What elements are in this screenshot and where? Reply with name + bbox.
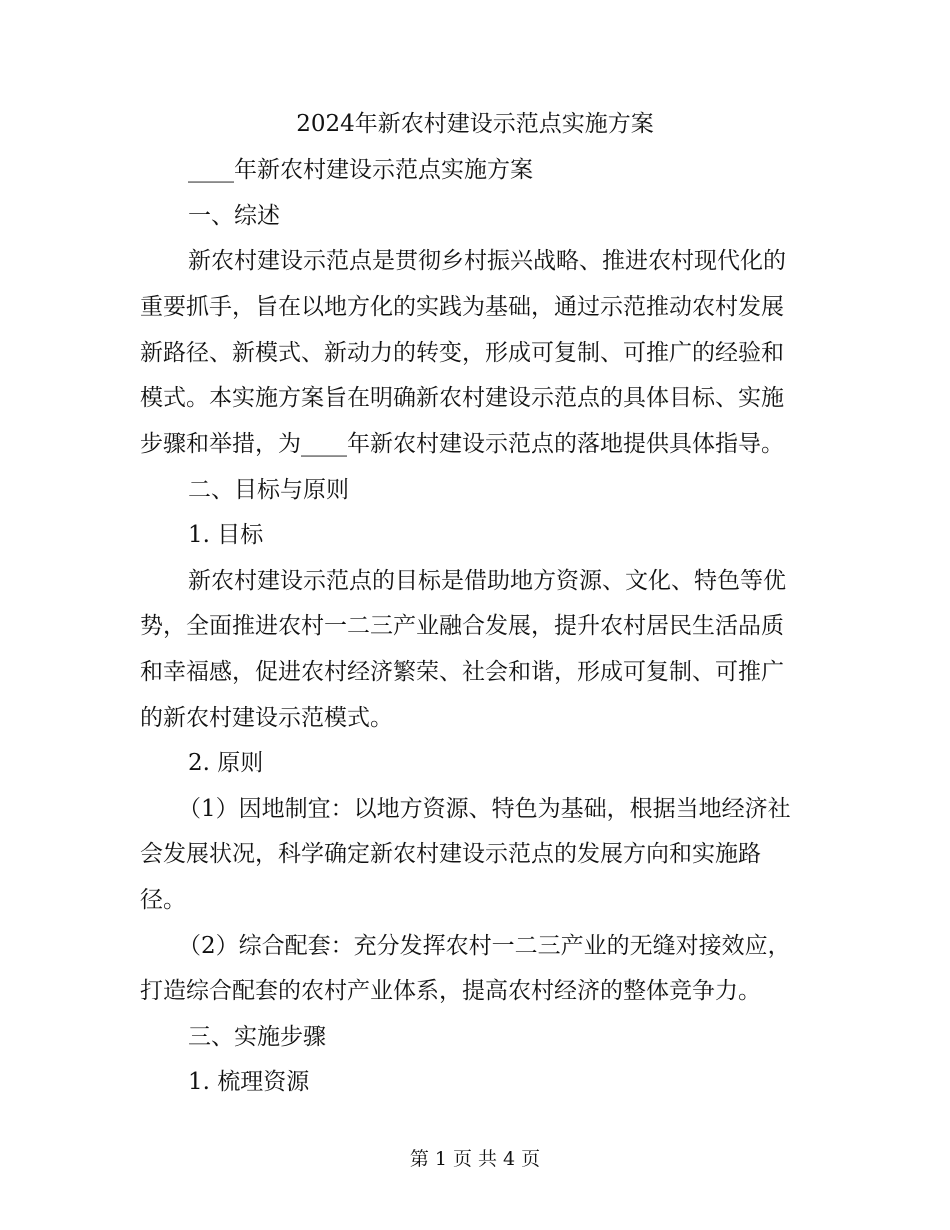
paragraph-line: 会发展状况，科学确定新农村建设示范点的发展方向和实施路 xyxy=(140,841,761,867)
paragraph-line: 重要抓手，旨在以地方化的实践为基础，通过示范推动农村发展 xyxy=(140,294,784,320)
section-heading-overview: 一、综述 xyxy=(188,203,280,229)
section-heading-implementation-steps: 三、实施步骤 xyxy=(188,1024,326,1050)
paragraph-line: 的新农村建设示范模式。 xyxy=(140,705,393,731)
paragraph-line: 势，全面推进农村一二三产业融合发展，提升农村居民生活品质 xyxy=(140,613,784,639)
paragraph-line: 径。 xyxy=(140,887,186,913)
item-heading-sort-resources: 1. 梳理资源 xyxy=(188,1069,310,1095)
document-subtitle: ____年新农村建设示范点实施方案 xyxy=(188,157,533,183)
page-number-footer: 第 1 页 共 4 页 xyxy=(409,1148,541,1170)
paragraph-line: （1）因地制宜：以地方资源、特色为基础，根据当地经济社 xyxy=(178,796,791,822)
paragraph-line: 和幸福感，促进农村经济繁荣、社会和谐，形成可复制、可推广 xyxy=(140,659,784,685)
item-heading-goal: 1. 目标 xyxy=(188,522,264,548)
paragraph-line: （2）综合配套：充分发挥农村一二三产业的无缝对接效应， xyxy=(178,933,791,959)
paragraph-line: 新路径、新模式、新动力的转变，形成可复制、可推广的经验和 xyxy=(140,340,784,366)
document-title: 2024年新农村建设示范点实施方案 xyxy=(296,111,654,137)
paragraph-line: 新农村建设示范点是贯彻乡村振兴战略、推进农村现代化的 xyxy=(188,248,786,274)
paragraph-line: 打造综合配套的农村产业体系，提高农村经济的整体竞争力。 xyxy=(140,978,761,1004)
paragraph-line: 模式。本实施方案旨在明确新农村建设示范点的具体目标、实施 xyxy=(140,385,784,411)
section-heading-goals-principles: 二、目标与原则 xyxy=(188,477,349,503)
paragraph-line: 新农村建设示范点的目标是借助地方资源、文化、特色等优 xyxy=(188,568,786,594)
paragraph-line: 步骤和举措，为____年新农村建设示范点的落地提供具体指导。 xyxy=(140,431,784,457)
item-heading-principles: 2. 原则 xyxy=(188,750,264,776)
